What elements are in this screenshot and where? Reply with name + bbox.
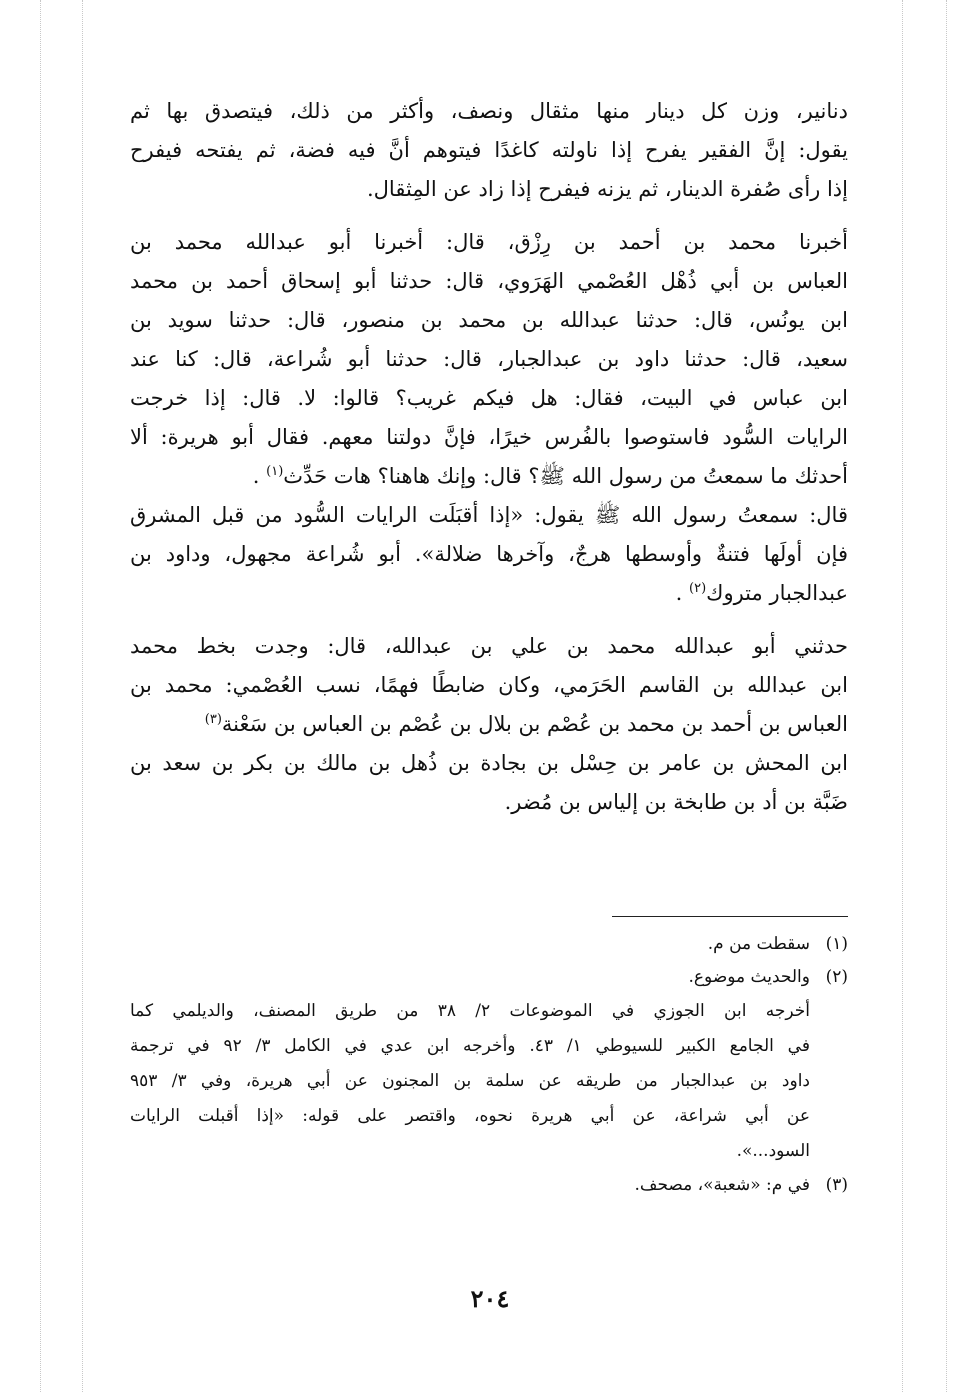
footnote-number: (١) bbox=[825, 934, 848, 954]
body-line: حدثني أبو عبدالله محمد بن علي بن عبدالله، قال: وجدت بخط محمد bbox=[130, 634, 848, 658]
paragraph-3 bbox=[130, 627, 848, 822]
footnote-3 bbox=[130, 1169, 848, 1202]
page-body bbox=[130, 92, 848, 822]
body-line-with-ref bbox=[130, 705, 848, 744]
footnotes-section bbox=[130, 928, 848, 1202]
scan-edge-left-2 bbox=[82, 0, 83, 1392]
footnote-2-detail bbox=[130, 994, 810, 1169]
scan-edge-right-1 bbox=[902, 0, 903, 1392]
body-line: فإن أولَها فتنةٌ وأوسطها هرجٌ، وآخرها ضلالة». أبو شُراعة مجهول، وداود بن bbox=[130, 542, 848, 566]
body-line: ابن يونُس، قال: حدثنا عبدالله بن محمد بن منصور، قال: حدثنا سويد بن bbox=[130, 308, 848, 332]
paragraph-gap bbox=[130, 209, 848, 223]
scan-edge-left-1 bbox=[40, 0, 41, 1392]
footnote-ref-1: (١) bbox=[266, 464, 284, 479]
footnote-number: (٣) bbox=[825, 1175, 848, 1195]
footnote-ref-3: (٣) bbox=[204, 712, 222, 727]
body-line-text: العباس بن أحمد بن محمد بن عُصْم بن بلال بن عُصْم بن العباس بن سَعْنة bbox=[221, 712, 848, 736]
paragraph-1 bbox=[130, 92, 848, 209]
body-line: ابن عباس في البيت، فقال: هل فيكم غريب؟ قالوا: لا. قال: إذا خرجت bbox=[130, 386, 848, 410]
footnote-text: في م: «شعبة»، مصحف. bbox=[634, 1175, 810, 1195]
body-line: ضَبَّة بن أد بن طابخة بن إلياس بن مُضر. bbox=[504, 790, 848, 814]
body-line: ابن عبدالله بن القاسم الحَرَمي، وكان ضابطًا فهمًا، نسب العُصْمي: محمد بن bbox=[130, 673, 848, 697]
footnote-divider bbox=[612, 916, 848, 917]
body-line: يقول: إنَّ الفقير يفرح إذا ناولته كاغدًا فيتوهم أنَّ فيه فضة، ثم يفتحه فيفرح bbox=[130, 138, 848, 162]
footnote-line: أخرجه ابن الجوزي في الموضوعات ٢/ ٣٨ من طريق المصنف، والديلمي كما bbox=[130, 1001, 810, 1021]
footnote-line: عن أبي شراعة، عن أبي هريرة نحوه، واقتصر على قوله: «إذا أقبلت الرايات bbox=[130, 1106, 810, 1126]
paragraph-gap bbox=[130, 613, 848, 627]
body-line: العباس بن أبي ذُهْل العُصْمي الهَرَوي، قال: حدثنا أبو إسحاق أحمد بن محمد bbox=[130, 269, 848, 293]
body-line: سعيد، قال: حدثنا داود بن عبدالجبار، قال: حدثنا أبو شُراعة، قال: كنا عند bbox=[130, 347, 848, 371]
body-line-with-ref: أحدثك ما سمعتُ من رسول الله ﷺ؟ قال: وإنك هاهنا؟ هات حَدِّث$^{(١)}$ . bbox=[252, 464, 848, 488]
page-number: ٢٠٤ bbox=[470, 1284, 510, 1313]
body-line: الرايات السُّود فاستوصوا بالفُرس خيرًا، فإنَّ دولتنا معهم. فقال أبو هريرة: ألا bbox=[130, 425, 848, 449]
body-line: دنانير، وزن كل دينار منها مثقال ونصف، وأكثر من ذلك، فيتصدق بها ثم bbox=[130, 99, 848, 123]
body-line: أخبرنا محمد بن أحمد بن رِزْق، قال: أخبرنا أبو عبدالله محمد بن bbox=[130, 230, 848, 254]
footnote-line: داود بن عبدالجبار من طريقه عن سلمة بن المجنون عن أبي هريرة، وفي ٣/ ٩٥٣ bbox=[130, 1071, 810, 1091]
paragraph-2 bbox=[130, 223, 848, 613]
footnote-line: في الجامع الكبير للسيوطي ١/ ٤٣. وأخرجه ابن عدي في الكامل ٣/ ٩٢ في ترجمة bbox=[130, 1036, 810, 1056]
body-line: ابن المحش بن عامر بن حِسْل بن بجادة بن ذُهل بن مالك بن بكر بن سعد بن bbox=[130, 751, 848, 775]
footnote-text: سقطت من م. bbox=[707, 934, 810, 954]
scan-edge-right-2 bbox=[946, 0, 947, 1392]
body-line: قال: سمعتُ رسول الله ﷺ يقول: «إذا أقبَلَت الرايات السُّود من قبل المشرق bbox=[130, 503, 848, 527]
body-line: إذا رأى صُفرة الدينار، ثم يزنه فيفرح إذا زاد عن المِثقال. bbox=[366, 177, 848, 201]
footnote-number: (٢) bbox=[825, 967, 848, 987]
footnote-1 bbox=[130, 928, 848, 961]
footnote-2 bbox=[130, 961, 848, 994]
footnote-text: والحديث موضوع. bbox=[688, 967, 810, 987]
body-line-text: أحدثك ما سمعتُ من رسول الله ﷺ؟ قال: وإنك هاهنا؟ هات حَدِّث bbox=[283, 464, 848, 488]
body-line-text: عبدالجبار متروك bbox=[706, 581, 848, 605]
body-line-with-ref: عبدالجبار متروك$^{(٢)}$ . bbox=[675, 581, 848, 605]
footnote-ref-2: (٢) bbox=[689, 581, 707, 596]
footnote-line: السود...». bbox=[736, 1141, 810, 1161]
